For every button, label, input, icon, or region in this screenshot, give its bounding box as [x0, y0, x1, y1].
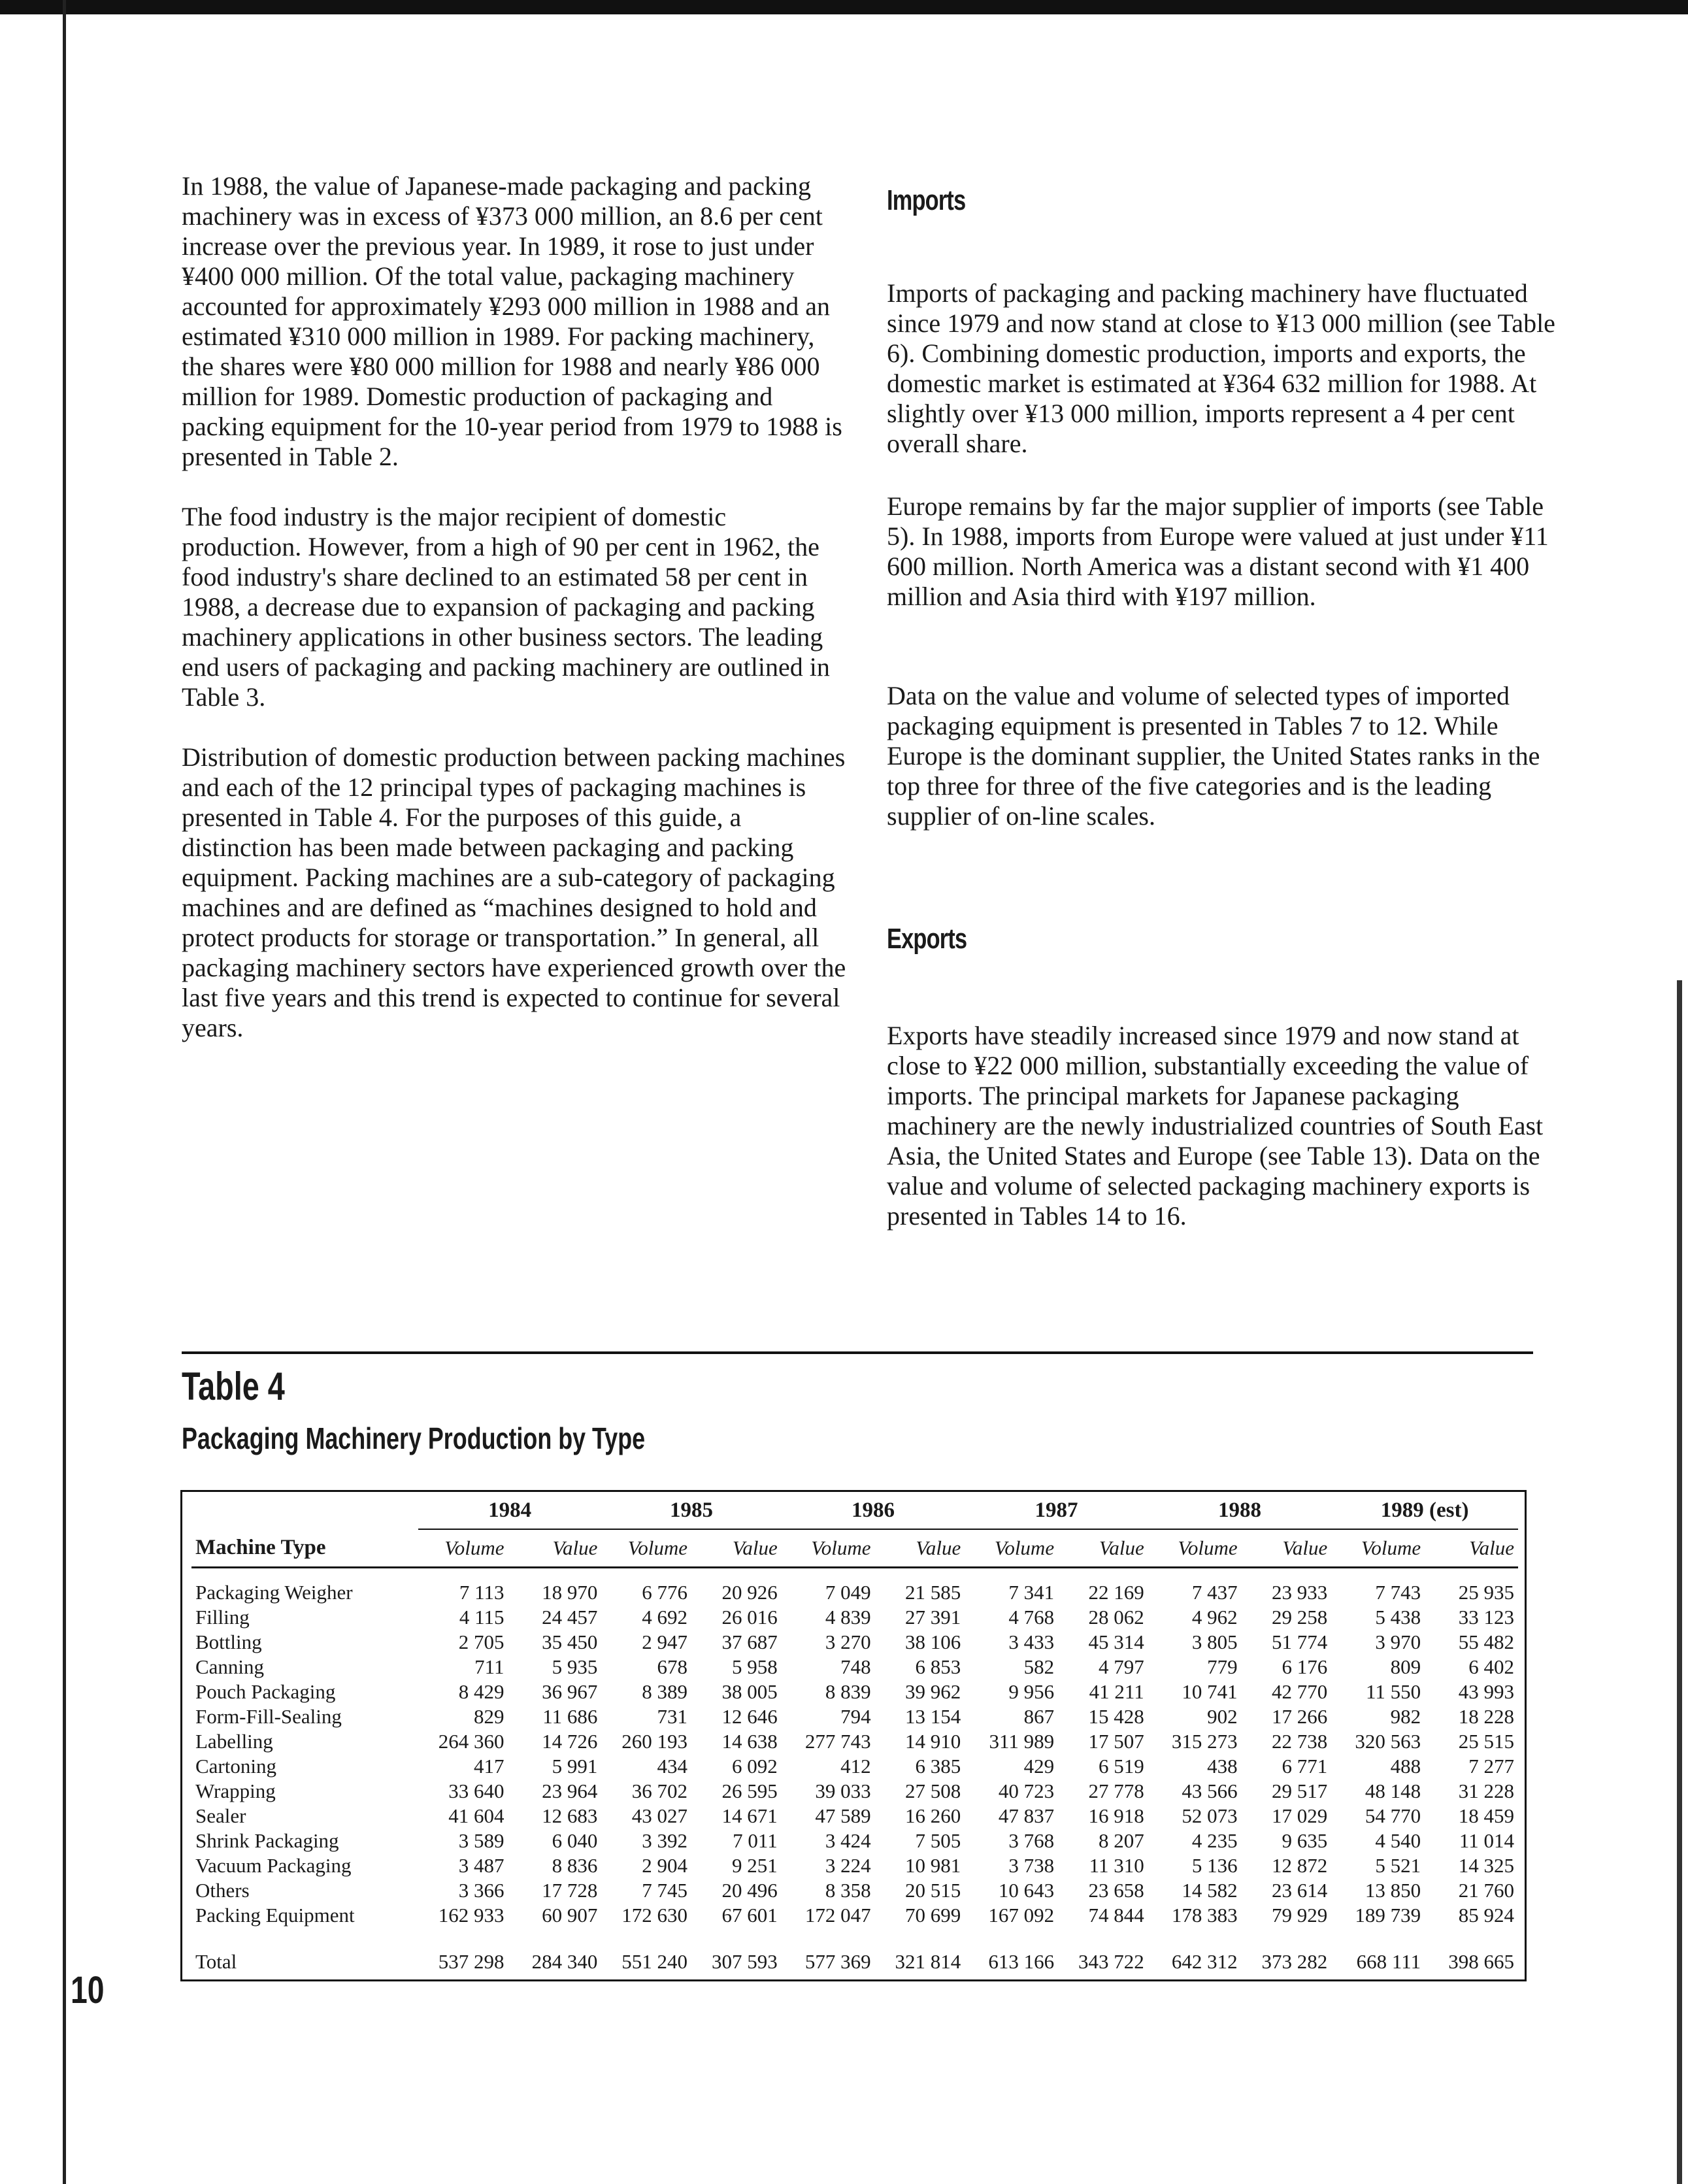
value-cell: 307 593	[712, 1950, 778, 1973]
machine-type-cell: Packing Equipment	[195, 1904, 355, 1927]
value-cell: 6 402	[1468, 1655, 1514, 1678]
value-cell: 14 910	[905, 1730, 961, 1753]
exports-heading: Exports	[887, 923, 967, 955]
volume-cell: 4 115	[459, 1606, 505, 1629]
value-cell: 41 211	[1089, 1680, 1144, 1703]
value-cell: 13 154	[905, 1705, 961, 1728]
volume-cell: 7 049	[825, 1581, 871, 1604]
volume-cell: 731	[657, 1705, 688, 1728]
value-cell: 22 738	[1272, 1730, 1328, 1753]
value-cell: 27 508	[905, 1779, 961, 1802]
volume-cell: 47 589	[815, 1804, 871, 1827]
table-row	[191, 1580, 1518, 1605]
paragraph-distribution: Distribution of domestic production between packing machines and each of the 12 principal types of packaging machines is presented in Table 4. For the purposes of this guide, a distinction has been made between packaging and packing equipment. Packing machines are a sub-category of packaging machines and are defined as “machines designed to hold and protect products for storage or transportation.” In general, all packaging machinery sectors have experienced growth over the last five years and this trend is expected to continue for several years.	[182, 742, 846, 1042]
value-cell: 17 029	[1272, 1804, 1328, 1827]
volume-cell: 11 550	[1366, 1680, 1421, 1703]
value-cell: 28 062	[1088, 1606, 1144, 1629]
volume-cell: 7 437	[1191, 1581, 1238, 1604]
table-row	[191, 1903, 1518, 1928]
value-cell: 8 836	[552, 1854, 598, 1877]
volume-cell: 9 956	[1008, 1680, 1055, 1703]
value-cell: 22 169	[1088, 1581, 1144, 1604]
machine-type-cell: Sealer	[195, 1804, 246, 1827]
value-cell: 38 106	[905, 1630, 961, 1653]
value-cell: 25 515	[1458, 1730, 1514, 1753]
value-cell: 42 770	[1272, 1680, 1328, 1703]
value-cell: 284 340	[531, 1950, 598, 1973]
value-cell: 21 760	[1458, 1879, 1514, 1902]
volume-cell: 264 360	[438, 1730, 505, 1753]
volume-column-header: Volume	[1331, 1529, 1425, 1568]
value-cell: 14 671	[721, 1804, 778, 1827]
value-cell: 321 814	[895, 1950, 961, 1973]
volume-cell: 429	[1023, 1755, 1055, 1778]
volume-cell: 3 589	[458, 1829, 505, 1852]
machine-type-cell: Wrapping	[195, 1779, 276, 1802]
value-cell: 36 967	[542, 1680, 598, 1703]
year-header-row	[191, 1492, 1518, 1529]
value-cell: 37 687	[721, 1630, 778, 1653]
value-cell: 343 722	[1078, 1950, 1144, 1973]
table-row	[191, 1779, 1518, 1804]
value-cell: 29 517	[1272, 1779, 1328, 1802]
volume-cell: 2 705	[458, 1630, 505, 1653]
table-row	[191, 1878, 1518, 1903]
value-cell: 5 935	[552, 1655, 598, 1678]
volume-cell: 320 563	[1355, 1730, 1421, 1753]
volume-cell: 4 839	[825, 1606, 871, 1629]
value-cell: 51 774	[1272, 1630, 1328, 1653]
value-column-header: Value	[1058, 1529, 1148, 1568]
year-header: 1985	[601, 1492, 781, 1529]
value-cell: 79 929	[1272, 1904, 1328, 1927]
volume-cell: 794	[840, 1705, 871, 1728]
machine-type-header: Machine Type	[191, 1529, 418, 1568]
machine-type-cell: Total	[195, 1950, 237, 1973]
exports-paragraph: Exports have steadily increased since 1979 and now stand at close to ¥22 000 million, substantially exceeding the value of imports. The principal markets for Japanese packaging machinery are the newly industrialized countries of South East Asia, the United States and Europe (see Table 13). Data on the value and volume of selected packaging machinery exports is presented in Tables 14 to 16.	[887, 1021, 1544, 1231]
volume-cell: 678	[657, 1655, 688, 1678]
volume-cell: 41 604	[448, 1804, 505, 1827]
year-header: 1986	[782, 1492, 965, 1529]
volume-cell: 260 193	[621, 1730, 688, 1753]
value-cell: 23 964	[542, 1779, 598, 1802]
value-cell: 6 853	[915, 1655, 961, 1678]
value-cell: 85 924	[1458, 1904, 1514, 1927]
volume-cell: 43 027	[631, 1804, 688, 1827]
table-row	[191, 1804, 1518, 1828]
volume-cell: 3 424	[825, 1829, 871, 1852]
volume-cell: 13 850	[1365, 1879, 1421, 1902]
volume-cell: 2 947	[642, 1630, 688, 1653]
value-cell: 6 385	[915, 1755, 961, 1778]
value-cell: 20 926	[721, 1581, 778, 1604]
volume-cell: 8 358	[825, 1879, 871, 1902]
table-subtitle: Packaging Machinery Production by Type	[182, 1421, 646, 1455]
value-cell: 23 614	[1272, 1879, 1328, 1902]
value-cell: 14 325	[1458, 1854, 1514, 1877]
value-cell: 14 726	[542, 1730, 598, 1753]
table-row	[191, 1655, 1518, 1679]
volume-cell: 36 702	[631, 1779, 688, 1802]
machine-type-cell: Others	[195, 1879, 250, 1902]
volume-cell: 8 389	[642, 1680, 688, 1703]
volume-cell: 3 970	[1375, 1630, 1421, 1653]
value-cell: 20 515	[905, 1879, 961, 1902]
volume-cell: 7 743	[1375, 1581, 1421, 1604]
value-cell: 12 646	[721, 1705, 778, 1728]
volume-cell: 3 392	[642, 1829, 688, 1852]
volume-cell: 582	[1023, 1655, 1055, 1678]
imports-paragraph-2: Europe remains by far the major supplier of imports (see Table 5). In 1988, imports from Europe were valued at just under ¥11 600 million. North America was a distant second with ¥1 400 million and Asia third with ¥197 million.	[887, 491, 1549, 611]
machine-type-cell: Pouch Packaging	[195, 1680, 336, 1703]
machine-type-cell: Canning	[195, 1655, 265, 1678]
volume-cell: 7 113	[459, 1581, 505, 1604]
value-cell: 6 040	[552, 1829, 598, 1852]
year-header: 1984	[418, 1492, 602, 1529]
value-cell: 11 014	[1459, 1829, 1514, 1852]
machine-type-cell: Shrink Packaging	[195, 1829, 339, 1852]
volume-cell: 10 643	[998, 1879, 1055, 1902]
volume-cell: 5 136	[1191, 1854, 1238, 1877]
volume-cell: 178 383	[1171, 1904, 1238, 1927]
value-cell: 18 459	[1458, 1804, 1514, 1827]
volume-cell: 867	[1023, 1705, 1055, 1728]
table-top-rule	[182, 1351, 1533, 1354]
imports-paragraph-1: Imports of packaging and packing machinery have fluctuated since 1979 and now stand at close to ¥13 000 million (see Table 6). Combining domestic production, imports and exports, the domestic market is estimated at ¥364 632 million for 1988. At slightly over ¥13 000 million, imports represent a 4 per cent overall share.	[887, 278, 1555, 458]
value-cell: 67 601	[721, 1904, 778, 1927]
volume-cell: 172 630	[621, 1904, 688, 1927]
volume-cell: 3 366	[458, 1879, 505, 1902]
value-cell: 29 258	[1272, 1606, 1328, 1629]
value-cell: 21 585	[905, 1581, 961, 1604]
volume-cell: 7 745	[642, 1879, 688, 1902]
volume-cell: 3 433	[1008, 1630, 1055, 1653]
value-cell: 11 686	[542, 1705, 598, 1728]
table-gap-row	[191, 1928, 1518, 1947]
volume-cell: 7 341	[1008, 1581, 1055, 1604]
value-cell: 6 519	[1099, 1755, 1144, 1778]
header-spacer	[191, 1492, 418, 1529]
value-cell: 25 935	[1458, 1581, 1514, 1604]
volume-cell: 642 312	[1171, 1950, 1238, 1973]
value-cell: 39 962	[905, 1680, 961, 1703]
paragraph-food-industry: The food industry is the major recipient of domestic production. However, from a high of 90 per cent in 1962, the food industry's share declined to an estimated 58 per cent in 1988, a decrease due to expansion of packaging and packing machinery applications in other business sectors. The leading end users of packaging and packing machinery are outlined in Table 3.	[182, 502, 830, 712]
production-table-frame	[180, 1490, 1527, 1981]
volume-cell: 4 768	[1008, 1606, 1055, 1629]
volume-cell: 167 092	[988, 1904, 1055, 1927]
volume-cell: 40 723	[998, 1779, 1055, 1802]
table-row	[191, 1630, 1518, 1655]
value-cell: 43 993	[1458, 1680, 1514, 1703]
volume-cell: 47 837	[998, 1804, 1055, 1827]
year-header: 1989 (est)	[1331, 1492, 1518, 1529]
scan-right-edge	[1677, 980, 1682, 2184]
table-row	[191, 1754, 1518, 1779]
table-spacer-row	[191, 1568, 1518, 1581]
volume-cell: 4 692	[642, 1606, 688, 1629]
volume-cell: 3 224	[825, 1854, 871, 1877]
total-row	[191, 1947, 1518, 1976]
volume-cell: 537 298	[438, 1950, 505, 1973]
value-column-header: Value	[1242, 1529, 1332, 1568]
volume-cell: 551 240	[621, 1950, 688, 1973]
volume-column-header: Volume	[601, 1529, 691, 1568]
value-cell: 33 123	[1458, 1606, 1514, 1629]
value-cell: 16 260	[905, 1804, 961, 1827]
value-cell: 12 683	[542, 1804, 598, 1827]
table-row	[191, 1704, 1518, 1729]
table-row	[191, 1828, 1518, 1853]
value-cell: 5 958	[732, 1655, 778, 1678]
volume-cell: 417	[474, 1755, 505, 1778]
volume-cell: 3 738	[1008, 1854, 1055, 1877]
value-cell: 9 251	[732, 1854, 778, 1877]
table-title: Table 4	[182, 1365, 285, 1408]
imports-heading: Imports	[887, 184, 966, 216]
volume-cell: 3 805	[1191, 1630, 1238, 1653]
value-cell: 14 638	[721, 1730, 778, 1753]
volume-cell: 6 776	[642, 1581, 688, 1604]
volume-cell: 438	[1207, 1755, 1238, 1778]
volume-cell: 711	[474, 1655, 505, 1678]
value-cell: 27 391	[905, 1606, 961, 1629]
value-cell: 17 728	[542, 1879, 598, 1902]
volume-cell: 5 521	[1375, 1854, 1421, 1877]
volume-cell: 4 540	[1375, 1829, 1421, 1852]
binding-edge-line	[63, 0, 66, 2184]
value-cell: 60 907	[542, 1904, 598, 1927]
value-cell: 70 699	[905, 1904, 961, 1927]
year-header: 1987	[965, 1492, 1148, 1529]
volume-cell: 189 739	[1355, 1904, 1421, 1927]
value-cell: 26 595	[721, 1779, 778, 1802]
value-cell: 11 310	[1089, 1854, 1144, 1877]
value-cell: 9 635	[1282, 1829, 1328, 1852]
volume-cell: 43 566	[1182, 1779, 1238, 1802]
page-number: 10	[71, 1969, 105, 2011]
value-cell: 7 277	[1468, 1755, 1514, 1778]
machine-type-cell: Filling	[195, 1606, 250, 1629]
volume-cell: 488	[1390, 1755, 1421, 1778]
production-table	[191, 1492, 1518, 1976]
machine-type-cell: Labelling	[195, 1730, 273, 1753]
value-cell: 6 176	[1282, 1655, 1328, 1678]
volume-cell: 52 073	[1182, 1804, 1238, 1827]
value-cell: 8 207	[1099, 1829, 1144, 1852]
volume-cell: 982	[1390, 1705, 1421, 1728]
value-cell: 31 228	[1458, 1779, 1514, 1802]
volume-cell: 4 962	[1191, 1606, 1238, 1629]
value-cell: 6 771	[1282, 1755, 1328, 1778]
volume-cell: 577 369	[804, 1950, 871, 1973]
volume-cell: 8 839	[825, 1680, 871, 1703]
volume-cell: 668 111	[1356, 1950, 1421, 1973]
value-cell: 10 981	[905, 1854, 961, 1877]
value-cell: 12 872	[1272, 1854, 1328, 1877]
machine-type-cell: Form-Fill-Sealing	[195, 1705, 342, 1728]
value-cell: 74 844	[1088, 1904, 1144, 1927]
table-body	[191, 1568, 1518, 1977]
volume-cell: 3 270	[825, 1630, 871, 1653]
volume-cell: 315 273	[1171, 1730, 1238, 1753]
table-row	[191, 1679, 1518, 1704]
value-cell: 24 457	[542, 1606, 598, 1629]
value-cell: 17 266	[1272, 1705, 1328, 1728]
value-cell: 38 005	[721, 1680, 778, 1703]
volume-cell: 162 933	[438, 1904, 505, 1927]
volume-cell: 39 033	[815, 1779, 871, 1802]
value-cell: 398 665	[1448, 1950, 1514, 1973]
volume-cell: 8 429	[458, 1680, 505, 1703]
volume-column-header: Volume	[782, 1529, 875, 1568]
volume-cell: 829	[474, 1705, 505, 1728]
value-column-header: Value	[508, 1529, 602, 1568]
volume-cell: 5 438	[1375, 1606, 1421, 1629]
volume-cell: 277 743	[804, 1730, 871, 1753]
table-row	[191, 1853, 1518, 1878]
value-cell: 23 933	[1272, 1581, 1328, 1604]
machine-type-cell: Packaging Weigher	[195, 1581, 353, 1604]
volume-cell: 10 741	[1182, 1680, 1238, 1703]
volume-cell: 412	[840, 1755, 871, 1778]
volume-cell: 48 148	[1365, 1779, 1421, 1802]
scan-top-edge	[0, 0, 1688, 14]
year-header: 1988	[1148, 1492, 1332, 1529]
value-cell: 4 797	[1099, 1655, 1144, 1678]
volume-column-header: Volume	[965, 1529, 1058, 1568]
value-cell: 7 011	[733, 1829, 778, 1852]
value-cell: 6 092	[732, 1755, 778, 1778]
volume-cell: 809	[1390, 1655, 1421, 1678]
value-cell: 7 505	[915, 1829, 961, 1852]
volume-cell: 172 047	[804, 1904, 871, 1927]
volume-column-header: Volume	[418, 1529, 508, 1568]
value-cell: 18 970	[542, 1581, 598, 1604]
volume-cell: 779	[1207, 1655, 1238, 1678]
value-cell: 5 991	[552, 1755, 598, 1778]
left-text-column	[182, 171, 848, 1073]
volume-cell: 3 768	[1008, 1829, 1055, 1852]
volume-cell: 902	[1207, 1705, 1238, 1728]
value-cell: 373 282	[1261, 1950, 1328, 1973]
volume-cell: 748	[840, 1655, 871, 1678]
machine-type-cell: Cartoning	[195, 1755, 276, 1778]
value-cell: 35 450	[542, 1630, 598, 1653]
value-column-header: Value	[875, 1529, 965, 1568]
value-column-header: Value	[691, 1529, 782, 1568]
volume-cell: 613 166	[988, 1950, 1055, 1973]
volume-cell: 4 235	[1191, 1829, 1238, 1852]
paragraph-production-value: In 1988, the value of Japanese-made packaging and packing machinery was in excess of ¥373 000 million, an 8.6 per cent increase over the previous year. In 1989, it rose to just under ¥400 000 million. Of the total value, packaging machinery accounted for approximately ¥293 000 million in 1988 and an estimated ¥310 000 million in 1989. For packing machinery, the shares were ¥80 000 million for 1988 and nearly ¥86 000 million for 1989. Domestic production of packaging and packing equipment for the 10-year period from 1979 to 1988 is presented in Table 2.	[182, 171, 842, 471]
value-cell: 45 314	[1088, 1630, 1144, 1653]
machine-type-cell: Vacuum Packaging	[195, 1854, 352, 1877]
value-cell: 23 658	[1088, 1879, 1144, 1902]
volume-cell: 434	[657, 1755, 688, 1778]
volume-column-header: Volume	[1148, 1529, 1242, 1568]
column-header-row	[191, 1529, 1518, 1568]
value-cell: 26 016	[721, 1606, 778, 1629]
value-cell: 18 228	[1458, 1705, 1514, 1728]
volume-cell: 311 989	[989, 1730, 1055, 1753]
value-column-header: Value	[1425, 1529, 1518, 1568]
value-cell: 17 507	[1088, 1730, 1144, 1753]
table-row	[191, 1605, 1518, 1630]
value-cell: 15 428	[1088, 1705, 1144, 1728]
imports-paragraph-3: Data on the value and volume of selected types of imported packaging equipment is presented in Tables 7 to 12. While Europe is the dominant supplier, the United States ranks in the top three for three of the five categories and is the leading supplier of on-line scales.	[887, 681, 1540, 831]
table-row	[191, 1729, 1518, 1754]
value-cell: 55 482	[1458, 1630, 1514, 1653]
value-cell: 27 778	[1088, 1779, 1144, 1802]
volume-cell: 54 770	[1365, 1804, 1421, 1827]
machine-type-cell: Bottling	[195, 1630, 262, 1653]
volume-cell: 2 904	[642, 1854, 688, 1877]
value-cell: 20 496	[721, 1879, 778, 1902]
value-cell: 16 918	[1088, 1804, 1144, 1827]
volume-cell: 33 640	[448, 1779, 505, 1802]
volume-cell: 3 487	[458, 1854, 505, 1877]
volume-cell: 14 582	[1182, 1879, 1238, 1902]
